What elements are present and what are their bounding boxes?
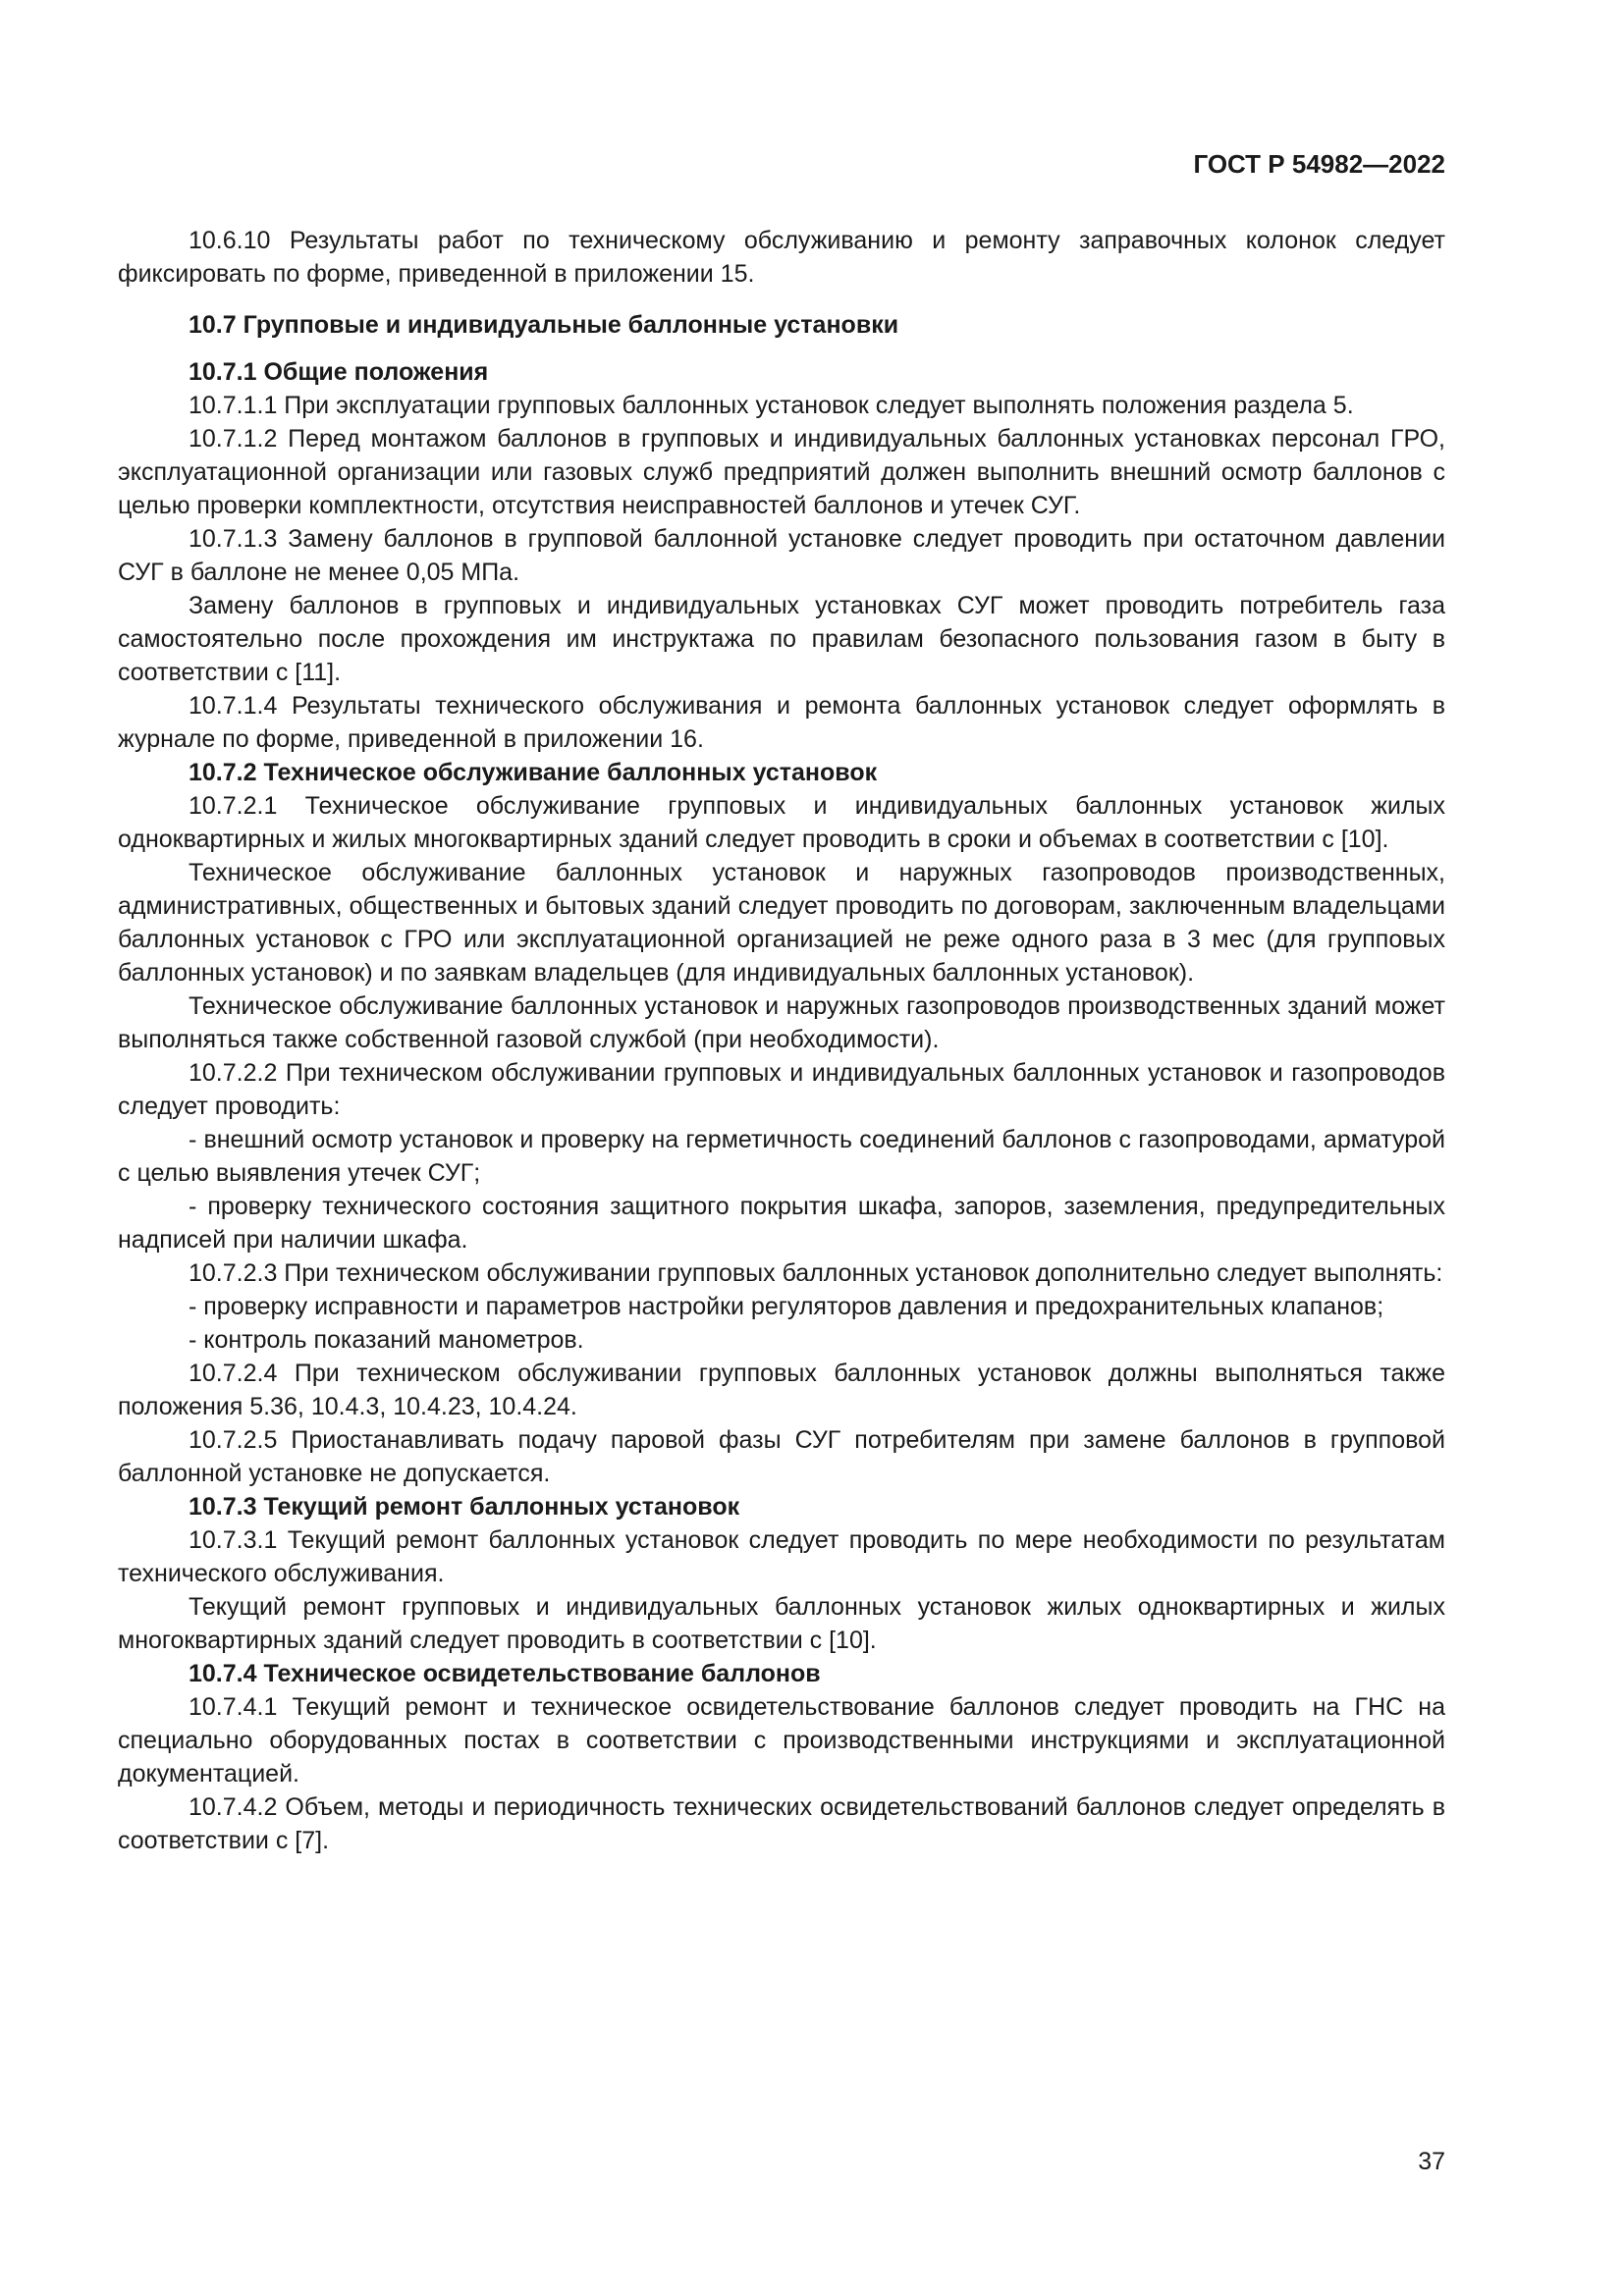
document-body [118, 224, 1445, 1857]
subsection-heading-10-7-2: 10.7.2 Техническое обслуживание баллонных установок [189, 759, 878, 786]
paragraph: 10.7.2.4 При техническом обслуживании групповых баллонных установок должны выполняться также положения 5.36, 10.4.3, 10.4.23, 10.4.24. [118, 1360, 1445, 1420]
paragraph: 10.7.2.3 При техническом обслуживании групповых баллонных установок дополнительно следует выполнять: [189, 1259, 1443, 1287]
list-item: - проверку исправности и параметров настройки регуляторов давления и предохранительных клапанов; [189, 1293, 1384, 1320]
paragraph: Техническое обслуживание баллонных установок и наружных газопроводов производственных, административных, общественных и бытовых зданий следует проводить по договорам, заключенным владельцами баллонных установок с ГРО или эксплуатационной организацией не реже одного раза в 3 мес (для групповых баллонных установок) и по заявкам владельцев (для индивидуальных баллонных установок). [118, 859, 1445, 987]
subsection-heading-10-7-3: 10.7.3 Текущий ремонт баллонных установок [189, 1493, 740, 1521]
paragraph: 10.7.2.2 При техническом обслуживании групповых и индивидуальных баллонных установок и газопроводов следует проводить: [118, 1059, 1445, 1120]
subsection-heading-10-7-1: 10.7.1 Общие положения [189, 358, 489, 386]
paragraph-10-6-10: 10.6.10 Результаты работ по техническому обслуживанию и ремонту заправочных колонок следует фиксировать по форме, приведенной в приложении 15. [118, 227, 1445, 288]
paragraph: 10.7.2.1 Техническое обслуживание групповых и индивидуальных баллонных установок жилых одноквартирных и жилых многоквартирных зданий следует проводить в сроки и объемах в соответствии с [10]. [118, 792, 1445, 853]
subsection-heading-10-7-4: 10.7.4 Техническое освидетельствование баллонов [189, 1660, 821, 1687]
section-heading-10-7: 10.7 Групповые и индивидуальные баллонные установки [189, 311, 899, 339]
paragraph: 10.7.1.3 Замену баллонов в групповой баллонной установке следует проводить при остаточном давлении СУГ в баллоне не менее 0,05 МПа. [118, 525, 1445, 586]
list-item: - проверку технического состояния защитного покрытия шкафа, запоров, заземления, предупредительных надписей при наличии шкафа. [118, 1193, 1445, 1254]
paragraph: 10.7.2.5 Приостанавливать подачу паровой фазы СУГ потребителям при замене баллонов в групповой баллонной установке не допускается. [118, 1426, 1445, 1487]
paragraph: Замену баллонов в групповых и индивидуальных установках СУГ может проводить потребитель газа самостоятельно после прохождения им инструктажа по правилам безопасного пользования газом в быту в соответствии с [11]. [118, 592, 1445, 686]
paragraph: Текущий ремонт групповых и индивидуальных баллонных установок жилых одноквартирных и жилых многоквартирных зданий следует проводить в соответствии с [10]. [118, 1593, 1445, 1654]
paragraph: Техническое обслуживание баллонных установок и наружных газопроводов производственных зданий может выполняться также собственной газовой службой (при необходимости). [118, 992, 1445, 1053]
list-item: - внешний осмотр установок и проверку на герметичность соединений баллонов с газопроводами, арматурой с целью выявления утечек СУГ; [118, 1126, 1445, 1187]
page-number: 37 [1418, 2148, 1445, 2175]
paragraph: 10.7.4.2 Объем, методы и периодичность технических освидетельствований баллонов следует определять в соответствии с [7]. [118, 1793, 1445, 1854]
paragraph: 10.7.4.1 Текущий ремонт и техническое освидетельствование баллонов следует проводить на ГНС на специально оборудованных постах в соответствии с производственными инструкциями и эксплуатационной документацией. [118, 1693, 1445, 1788]
paragraph: 10.7.3.1 Текущий ремонт баллонных установок следует проводить по мере необходимости по результатам технического обслуживания. [118, 1526, 1445, 1587]
paragraph: 10.7.1.2 Перед монтажом баллонов в групповых и индивидуальных баллонных установках персонал ГРО, эксплуатационной организации или газовых служб предприятий должен выполнить внешний осмотр баллонов с целью проверки комплектности, отсутствия неисправностей баллонов и утечек СУГ. [118, 425, 1445, 519]
document-header: ГОСТ Р 54982—2022 [1193, 149, 1445, 179]
list-item: - контроль показаний манометров. [189, 1326, 584, 1354]
paragraph: 10.7.1.1 При эксплуатации групповых баллонных установок следует выполнять положения раздела 5. [189, 392, 1354, 419]
paragraph: 10.7.1.4 Результаты технического обслуживания и ремонта баллонных установок следует оформлять в журнале по форме, приведенной в приложении 16. [118, 692, 1445, 753]
